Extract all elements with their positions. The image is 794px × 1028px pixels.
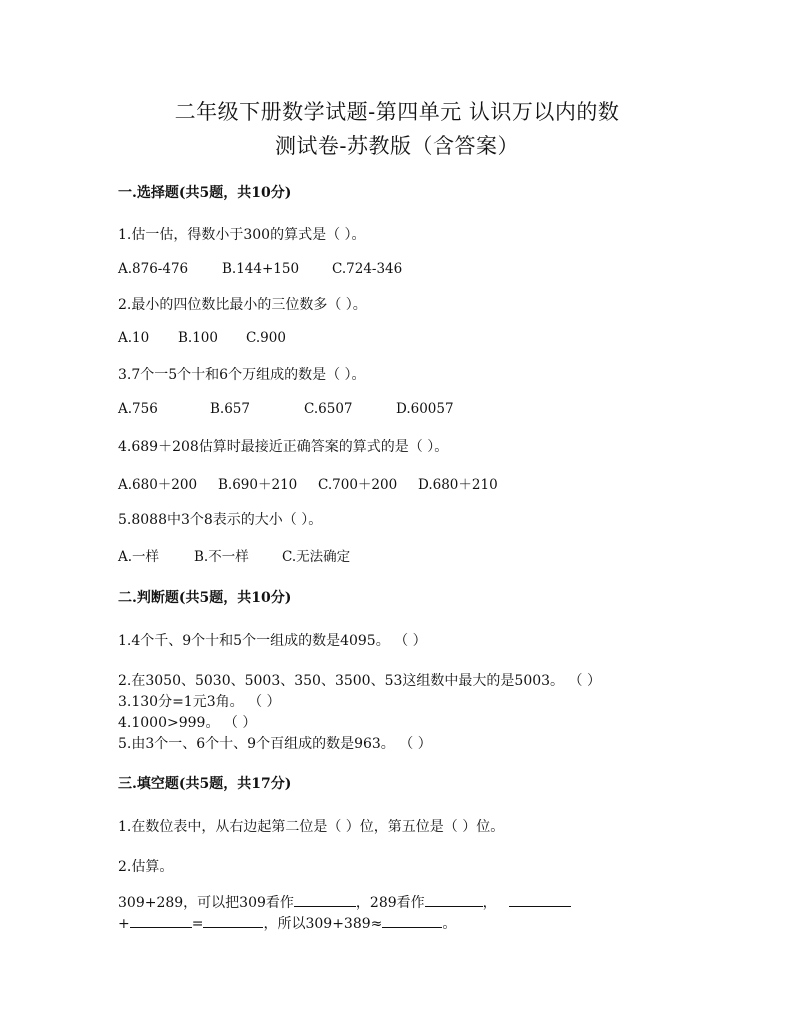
- document-title-line2: 测试卷-苏教版（含答案）: [274, 134, 520, 158]
- s3-q2-text-b: ，289看作: [355, 895, 425, 911]
- s1-q1-option-b: B.144+150: [222, 261, 300, 277]
- s3-q2-line2: [118, 913, 456, 933]
- s3-q2-plus: +: [118, 916, 130, 932]
- s1-q3-option-d: D.60057: [396, 401, 454, 417]
- s3-question-1: 1.在数位表中，从右边起第二位是（ ）位，第五位是（ ）位。: [118, 819, 505, 835]
- s1-q3-option-b: B.657: [210, 401, 250, 417]
- document-title-line1: 二年级下册数学试题-第四单元 认识万以内的数: [174, 100, 620, 124]
- s1-question-4: 4.689＋208估算时最接近正确答案的算式的是（ ）。: [118, 439, 449, 455]
- answer-blank-6[interactable]: [382, 913, 442, 928]
- s1-q1-option-a: A.876-476: [118, 261, 189, 277]
- s3-q2-text-c: ，: [482, 895, 497, 911]
- s3-q2-text-a: 309+289，可以把309看作: [118, 895, 294, 911]
- s2-question-2: 2.在3050、5030、5003、350、3500、53这组数中最大的是5003。 （ ）: [118, 673, 601, 689]
- s1-q2-option-a: A.10: [118, 330, 150, 346]
- s1-q2-option-c: C.900: [246, 330, 286, 346]
- answer-blank-1[interactable]: [294, 892, 356, 907]
- s2-question-4: 4.1000>999。 （ ）: [118, 715, 257, 731]
- s1-q3-option-c: C.6507: [304, 401, 353, 417]
- s3-q2-equals: =: [191, 916, 204, 932]
- s1-q3-option-a: A.756: [118, 401, 158, 417]
- s3-q2-text-so: ，所以309+389≈: [263, 916, 383, 932]
- answer-blank-4[interactable]: [130, 913, 192, 928]
- s1-question-2: 2.最小的四位数比最小的三位数多（ ）。: [118, 297, 367, 313]
- s2-question-5: 5.由3个一、6个十、9个百组成的数是963。 （ ）: [118, 736, 432, 752]
- s3-q2-period: 。: [442, 916, 457, 932]
- s1-q5-option-b: B.不一样: [194, 549, 249, 565]
- s1-question-5: 5.8088中3个8表示的大小（ ）。: [118, 512, 323, 528]
- answer-blank-2[interactable]: [425, 892, 483, 907]
- s2-question-3: 3.130分=1元3角。 （ ）: [118, 694, 281, 710]
- answer-blank-3[interactable]: [509, 892, 571, 907]
- answer-blank-5[interactable]: [203, 913, 263, 928]
- s1-q4-option-a: A.680＋200: [118, 477, 198, 493]
- s3-q2-line1: [118, 892, 571, 912]
- s1-q5-option-c: C.无法确定: [282, 549, 351, 565]
- section3-heading: 三.填空题(共5题，共17分): [118, 776, 292, 792]
- s1-q4-option-d: D.680＋210: [418, 477, 498, 493]
- section2-heading: 二.判断题(共5题，共10分): [118, 590, 292, 606]
- s1-q2-option-b: B.100: [178, 330, 218, 346]
- s3-question-2: 2.估算。: [118, 859, 174, 875]
- s1-q4-option-b: B.690＋210: [218, 477, 298, 493]
- s1-q4-option-c: C.700＋200: [318, 477, 398, 493]
- s1-question-1: 1.估一估，得数小于300的算式是（ ）。: [118, 227, 366, 243]
- s1-q5-option-a: A.一样: [118, 549, 160, 565]
- s1-q1-option-c: C.724-346: [332, 261, 403, 277]
- section1-heading: 一.选择题(共5题，共10分): [118, 185, 292, 201]
- s1-question-3: 3.7个一5个十和6个万组成的数是（ ）。: [118, 367, 366, 383]
- s2-question-1: 1.4个千、9个十和5个一组成的数是4095。 （ ）: [118, 633, 427, 649]
